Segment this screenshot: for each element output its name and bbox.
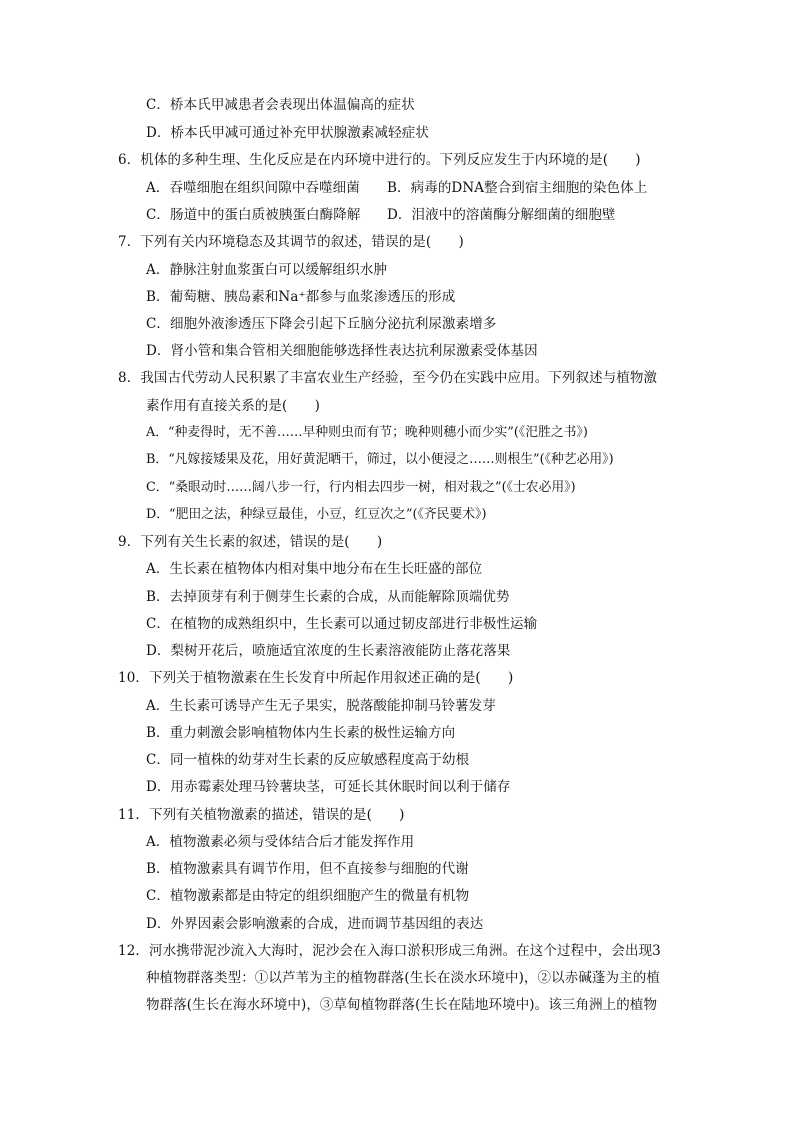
- question-10-option-b: B．重力刺激会影响植物体内生长素的极性运输方向: [146, 725, 456, 741]
- question-8-option-c: C．“桑眼动时……阔八步一行，行内相去四步一树，相对栽之”(《士农必用》): [146, 480, 576, 495]
- question-10-option-a: A．生长素可诱导产生无子果实，脱落酸能抑制马铃薯发芽: [146, 698, 496, 714]
- question-11-stem: 11．下列有关植物激素的描述，错误的是( ): [118, 807, 405, 823]
- question-7-option-a: A．静脉注射血浆蛋白可以缓解组织水肿: [146, 262, 388, 278]
- question-10-option-d: D．用赤霉素处理马铃薯块茎，可延长其休眠时间以利于储存: [146, 779, 511, 795]
- question-12-stem-line-1: 12．河水携带泥沙流入大海时，泥沙会在入海口淤积形成三角洲。在这个过程中，会出现3: [118, 943, 661, 959]
- question-9-option-d: D．梨树开花后，喷施适宜浓度的生长素溶液能防止落花落果: [146, 643, 511, 659]
- question-6-option-a: A．吞噬细胞在组织间隙中吞噬细菌: [146, 180, 360, 196]
- question-8-option-d: D．“肥田之法，种绿豆最佳，小豆，红豆次之”(《齐民要术》): [146, 507, 487, 522]
- question-7-option-b: B．葡萄糖、胰岛素和Na⁺都参与血浆渗透压的形成: [146, 289, 456, 305]
- question-8-option-b: B．“凡嫁接矮果及花，用好黄泥晒干，筛过，以小便浸之……则根生”(《种艺必用》): [146, 452, 614, 467]
- question-11-option-b: B．植物激素具有调节作用，但不直接参与细胞的代谢: [146, 861, 469, 877]
- question-6-option-c: C．肠道中的蛋白质被胰蛋白酶降解: [146, 207, 361, 223]
- question-8-option-a: A．“种麦得时，无不善……早种则虫而有节；晚种则穗小而少实”(《汜胜之书》): [146, 425, 588, 440]
- question-12-stem-line-3: 物群落(生长在海水环境中)，③草甸植物群落(生长在陆地环境中)。该三角洲上的植物: [146, 997, 658, 1013]
- question-7-option-d: D．肾小管和集合管相关细胞能够选择性表达抗利尿激素受体基因: [146, 343, 538, 359]
- question-9-option-b: B．去掉顶芽有利于侧芽生长素的合成，从而能解除顶端优势: [146, 589, 510, 605]
- question-7-option-c: C．细胞外液渗透压下降会引起下丘脑分泌抗利尿激素增多: [146, 316, 497, 332]
- question-8-stem-line-1: 8．我国古代劳动人民积累了丰富农业生产经验，至今仍在实践中应用。下列叙述与植物激: [118, 370, 658, 386]
- question-9-option-a: A．生长素在植物体内相对集中地分布在生长旺盛的部位: [146, 561, 483, 577]
- question-7-stem: 7．下列有关内环境稳态及其调节的叙述，错误的是( ): [118, 234, 464, 250]
- question-11-option-d: D．外界因素会影响激素的合成，进而调节基因组的表达: [146, 916, 484, 932]
- question-5-option-c: C．桥本氏甲减患者会表现出体温偏高的症状: [146, 97, 415, 113]
- question-6-option-d: D．泪液中的溶菌酶分解细菌的细胞壁: [387, 207, 616, 223]
- question-8-stem-line-2: 素作用有直接关系的是( ): [146, 398, 320, 414]
- question-6-option-b: B．病毒的DNA整合到宿主细胞的染色体上: [387, 180, 648, 196]
- question-12-stem-line-2: 种植物群落类型：①以芦苇为主的植物群落(生长在淡水环境中)，②以赤碱蓬为主的植: [146, 970, 660, 986]
- question-10-stem: 10．下列关于植物激素在生长发育中所起作用叙述正确的是( ): [118, 670, 514, 686]
- question-5-option-d: D．桥本氏甲减可通过补充甲状腺激素减轻症状: [146, 125, 429, 141]
- question-9-stem: 9．下列有关生长素的叙述，错误的是( ): [118, 534, 383, 550]
- question-9-option-c: C．在植物的成熟组织中，生长素可以通过韧皮部进行非极性运输: [146, 616, 538, 632]
- question-11-option-c: C．植物激素都是由特定的组织细胞产生的微量有机物: [146, 888, 470, 904]
- question-11-option-a: A．植物激素必须与受体结合后才能发挥作用: [146, 834, 415, 850]
- question-6-stem: 6．机体的多种生理、生化反应是在内环境中进行的。下列反应发生于内环境的是( ): [118, 152, 641, 168]
- question-10-option-c: C．同一植株的幼芽对生长素的反应敏感程度高于幼根: [146, 752, 470, 768]
